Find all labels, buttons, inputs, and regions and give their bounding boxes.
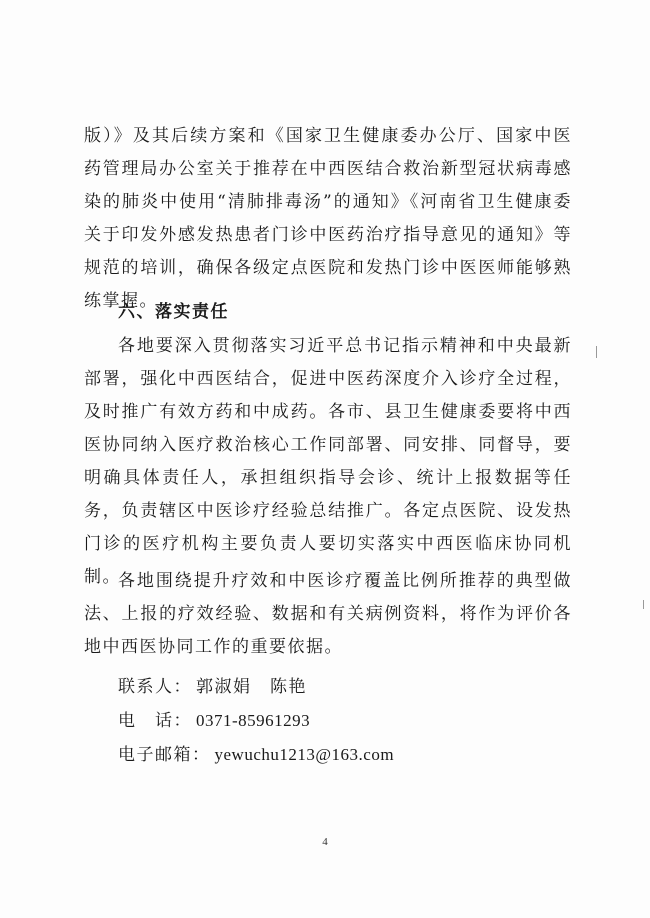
paragraph-1: 各地要深入贯彻落实习近平总书记指示精神和中央最新部署，强化中西医结合，促进中医药深度介入诊疗全过程，及时推广有效方药和中成药。各市、县卫生健康委要将中西医协同纳入医疗救治核心工作同部署、同安排、同督导，要明确具体责任人，承担组织指导会诊、统计上报数据等任务，负责辖区中医诊疗经验总结推广。各定点医院、设发热门诊的医疗机构主要负责人要切实落实中西医临床协同机制。 <box>84 336 572 587</box>
contact-phone-line <box>118 706 310 731</box>
scan-mark <box>596 346 597 358</box>
contact-person-value: 郭淑娟 陈艳 <box>196 677 307 697</box>
paragraph-block-2 <box>84 565 572 664</box>
section-heading: 六、落实责任 <box>118 302 229 322</box>
contact-email-line <box>118 740 394 765</box>
paragraph-2: 各地围绕提升疗效和中医诊疗覆盖比例所推荐的典型做法、上报的疗效经验、数据和有关病例资料，将作为评价各地中西医协同工作的重要依据。 <box>84 571 572 657</box>
scan-mark <box>643 600 644 609</box>
contact-person-label: 联系人： <box>118 677 192 697</box>
contact-phone-label: 电 话： <box>118 711 192 731</box>
paragraph-block-1 <box>84 330 572 594</box>
continuation-paragraph: 版）》及其后续方案和《国家卫生健康委办公厅、国家中医药管理局办公室关于推荐在中西医结合救治新型冠状病毒感染的肺炎中使用“清肺排毒汤”的通知》《河南省卫生健康委关于印发外感发热患者门诊中医药治疗指导意见的通知》等规范的培训，确保各级定点医院和发热门诊中医医师能够熟练掌握。 <box>84 126 572 311</box>
contact-person-line <box>118 672 307 697</box>
contact-email-label: 电子邮箱： <box>118 745 211 765</box>
contact-phone-value: 0371-85961293 <box>196 711 311 730</box>
continuation-block <box>84 120 572 318</box>
contact-email-value: yewuchu1213@163.com <box>214 745 395 764</box>
page-number: 4 <box>322 836 328 848</box>
